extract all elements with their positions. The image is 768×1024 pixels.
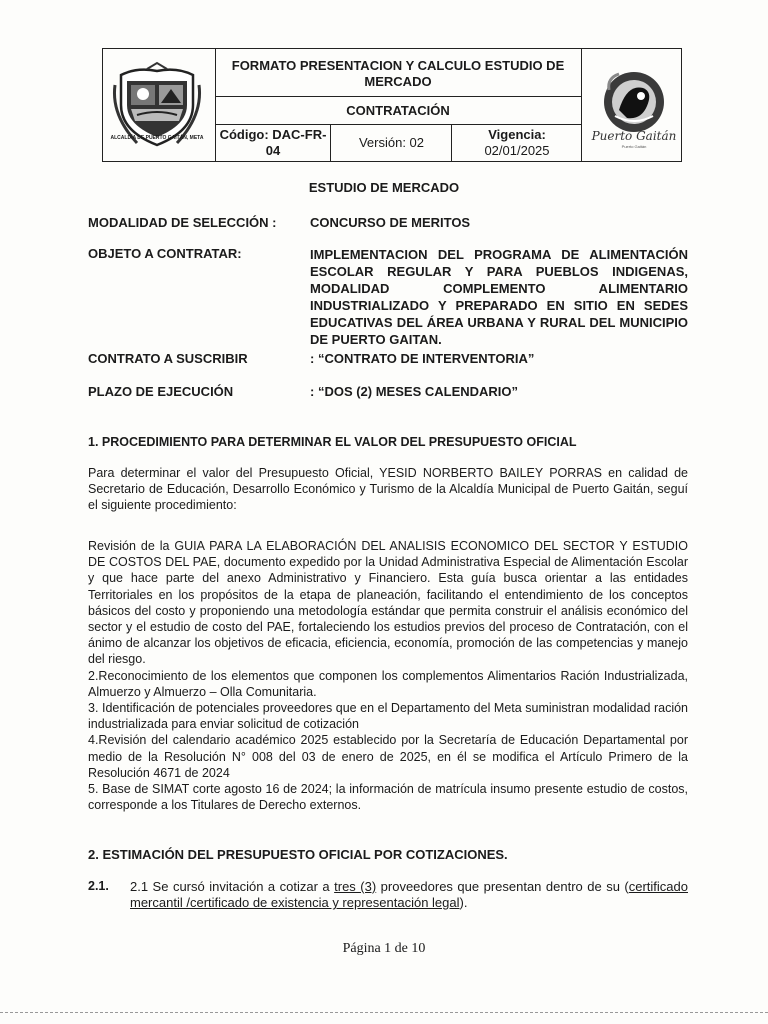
objeto-label: OBJETO A CONTRATAR: — [88, 246, 242, 261]
s21-underline-1: tres (3) — [334, 879, 377, 894]
item-4: 4.Revisión del calendario académico 2025 establecido por la Secretaría de Educación Departamental por medio de la Resolución N° 008 del 03 de enero de 2025, en él se modifica el Artículo Primero de la Resolución 4671 de 2024 — [88, 733, 688, 780]
s21-text-b: proveedores que presentan dentro de su ( — [376, 879, 629, 894]
section-2-1-text — [130, 879, 688, 911]
s21-underline-2: certificado mercantil /certificado de existencia y representación legal — [130, 879, 688, 911]
intro-paragraph: Para determinar el valor del Presupuesto Oficial, YESID NORBERTO BAILEY PORRAS en calidad de Secretario de Educación, Desarrollo Económico y Turismo de la Alcaldía Municipal de Puerto Gaitán, seguí el siguiente procedimiento: — [88, 466, 688, 513]
s21-text-c: ). — [459, 895, 468, 911]
vigencia-label: Vigencia: — [488, 127, 546, 142]
contrato-value: : “CONTRATO DE INTERVENTORIA” — [310, 351, 535, 366]
section-1-list — [88, 538, 688, 813]
crest-caption: ALCALDÍA DE PUERTO GAITÁN, META — [110, 135, 204, 141]
item-2: 2.Reconocimiento de los elementos que componen los complementos Alimentarios Ración Industrializada, Almuerzo y Almuerzo – Olla Comunitaria. — [88, 668, 688, 699]
plazo-label: PLAZO DE EJECUCIÓN — [88, 384, 234, 399]
section-2-1-number: 2.1. — [88, 879, 109, 893]
section-1-intro — [88, 465, 688, 514]
modalidad-label: MODALIDAD DE SELECCIÓN : — [88, 215, 277, 230]
section-2-heading: 2. ESTIMACIÓN DEL PRESUPUESTO OFICIAL POR COTIZACIONES. — [88, 847, 508, 862]
objeto-value: IMPLEMENTACION DEL PROGRAMA DE ALIMENTACIÓN ESCOLAR REGULAR Y PARA PUEBLOS INDIGENAS, MODALIDAD COMPLEMENTO ALIMENTARIO INDUSTRIALIZADO Y PREPARADO EN SITIO EN SEDES EDUCATIVAS DEL ÁREA URBANA Y RURAL DEL MUNICIPIO DE PUERTO GAITAN. — [310, 247, 688, 347]
form-title: FORMATO PRESENTACION Y CALCULO ESTUDIO DE MERCADO — [231, 57, 565, 89]
plazo-value: : “DOS (2) MESES CALENDARIO” — [310, 384, 519, 399]
form-version: Versión: 02 — [358, 135, 425, 150]
form-vigencia — [453, 125, 581, 161]
item-3: 3. Identificación de potenciales proveedores que en el Departamento del Meta suministran modalidad ración industrializada para enviar solicitud de cotización — [88, 701, 688, 732]
item-5: 5. Base de SIMAT corte agosto 16 de 2024; la información de matrícula insumo presente estudio de costos, corresponde a los Titulares de Derecho externos. — [88, 782, 688, 813]
s21-text-a: 2.1 Se cursó invitación a cotizar a — [130, 879, 335, 894]
section-1-heading: 1. PROCEDIMIENTO PARA DETERMINAR EL VALOR DEL PRESUPUESTO OFICIAL — [88, 435, 577, 449]
page-number: Página 1 de 10 — [342, 941, 426, 956]
logo-caption: Puerto Gaitán — [591, 129, 677, 143]
header-table — [102, 48, 682, 162]
vigencia-date: 02/01/2025 — [484, 143, 550, 158]
municipal-crest-icon — [107, 55, 207, 159]
item-1: Revisión de la GUIA PARA LA ELABORACIÓN DEL ANALISIS ECONOMICO DEL SECTOR Y ESTUDIO DE COSTOS DEL PAE, documento expedido por la Unidad Administrativa Especial de Alimentación Escolar y que hace parte del anexo Administrativo y Financiero. Esta guía busca orientar a las entidades Territoriales en los propósitos de la etapa de planeación, facilitando el entendimiento de los conceptos básicos del costo y proponiendo una metodología estándar que permita construir el análisis económico del sector y el estudio de costo del PAE, fortaleciendo los estudios previos del proceso de Contratación, con el ánimo de alcanzar los objetivos de eficacia, eficiencia, economía, promoción de las competencias y manejo del riesgo. — [88, 539, 688, 667]
document-title: ESTUDIO DE MERCADO — [308, 180, 460, 195]
logo-subcaption: Puerto Gaitán — [621, 144, 647, 149]
form-subtitle: CONTRATACIÓN — [346, 102, 450, 118]
form-code: Código: DAC-FR-04 — [219, 127, 327, 158]
page-edge-divider — [0, 1012, 768, 1013]
contrato-label: CONTRATO A SUSCRIBIR — [88, 351, 248, 366]
modalidad-value: CONCURSO DE MERITOS — [310, 215, 471, 230]
